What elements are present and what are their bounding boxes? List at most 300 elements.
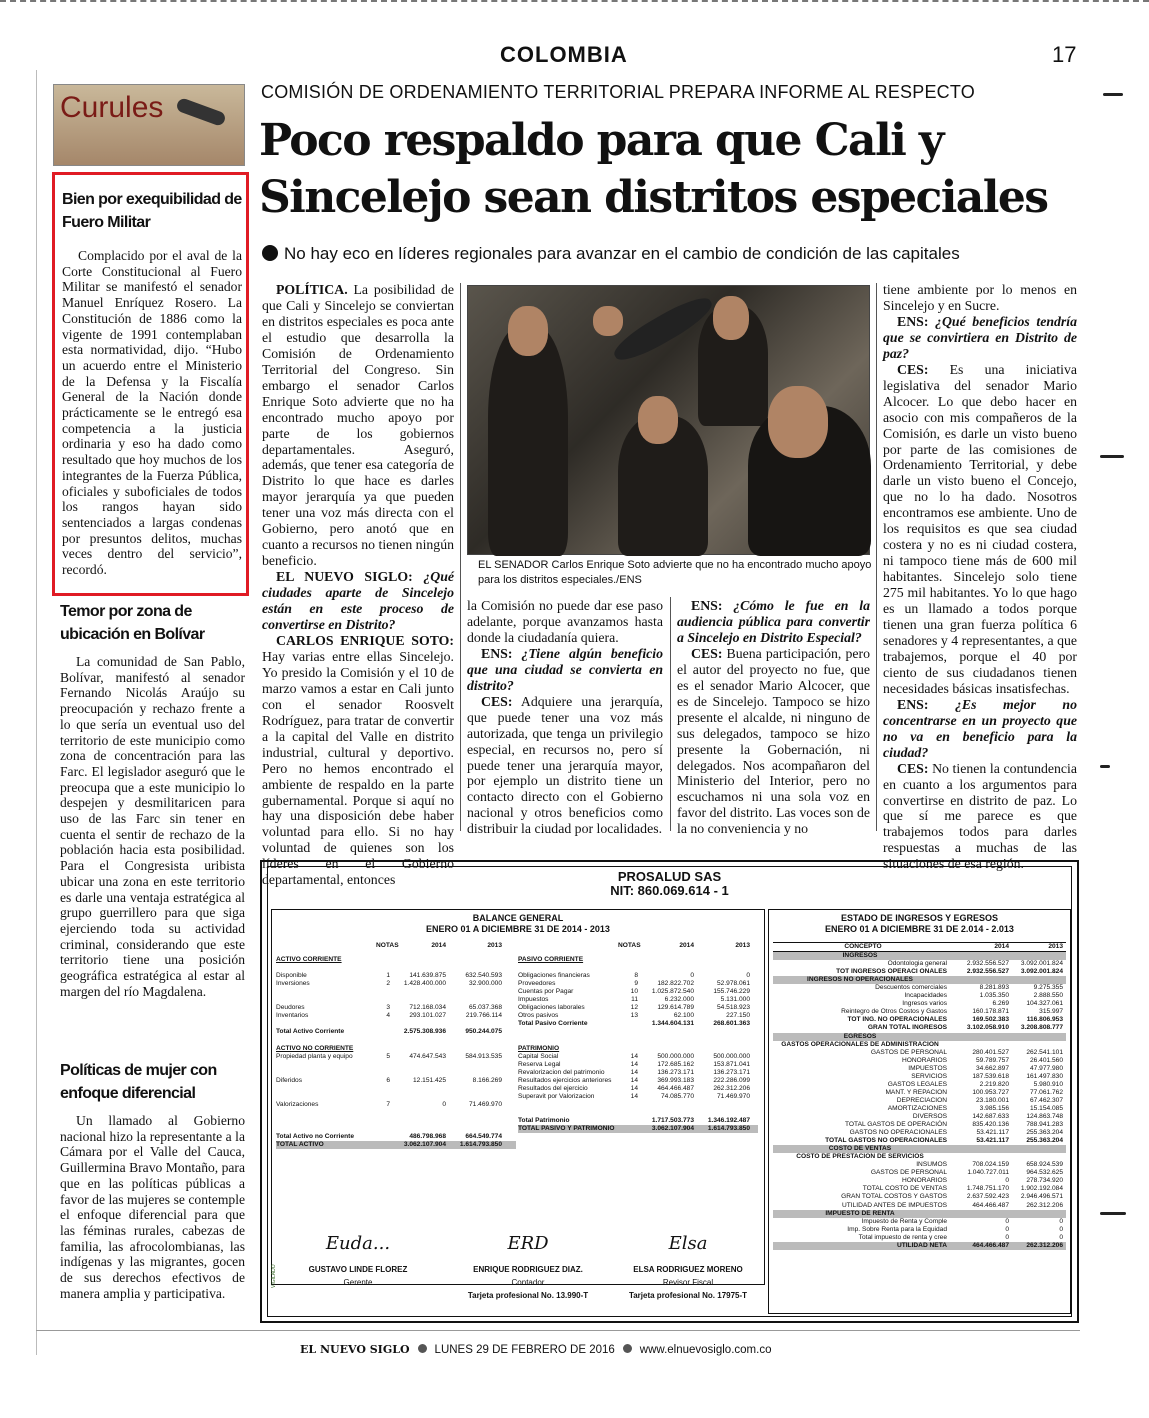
- row-value-2014: 1.035.350: [979, 992, 1009, 1000]
- article-column-1: [262, 282, 454, 888]
- row-value-2013: 71.469.970: [468, 1100, 502, 1108]
- row-value-2014: 500.000.000: [657, 1052, 694, 1060]
- table-row: [773, 1016, 1066, 1024]
- row-value-2014: 464.466.487: [972, 1201, 1009, 1209]
- row-value-2014: 59.789.757: [975, 1056, 1009, 1064]
- interviewer-label: ENS:: [897, 313, 929, 329]
- table-row: [276, 1133, 516, 1141]
- row-value-2014: [390, 1093, 446, 1101]
- row-label: COSTO DE VENTAS: [828, 1145, 892, 1153]
- row-label: [276, 1109, 376, 1117]
- row-value-2014: 293.101.027: [409, 1012, 446, 1020]
- column-rule: [876, 283, 877, 831]
- row-label: [518, 1037, 618, 1045]
- financial-statement-ad: [260, 860, 1079, 1323]
- row-value-2013: 8.166.269: [472, 1076, 502, 1084]
- row-value-2014: 0: [690, 972, 694, 980]
- answer: No tienen la contundencia en cuanto a los argumentos para convertirse en distrito de paz. Lo que sí me parece es que trabajemos todos para darles respuestas a muchas de las situaciones de esa región.: [883, 760, 1077, 872]
- row-label: Obligaciones laborales: [518, 1004, 585, 1012]
- row-value-2013: 65.037.368: [468, 1004, 502, 1012]
- row-value-2014: [953, 952, 1009, 960]
- row-note: 13: [630, 1012, 638, 1020]
- interviewer-label: ENS:: [481, 645, 513, 661]
- row-value-2014: 1.748.751.170: [966, 1185, 1009, 1193]
- row-value-2014: [390, 1069, 446, 1077]
- row-value-2013: 9.275.355: [1033, 984, 1063, 992]
- row-value-2014: 34.662.897: [975, 1064, 1009, 1072]
- row-value-2013: 71.469.970: [716, 1092, 750, 1100]
- row-value-2013: 227.150: [726, 1012, 750, 1020]
- row-value-2013: [446, 996, 502, 1004]
- lead-label: POLÍTICA.: [276, 282, 348, 297]
- row-label: Reserva Legal: [518, 1060, 561, 1068]
- row-value-2014: 2.219.820: [979, 1080, 1009, 1088]
- row-value-2014: 464.466.487: [972, 1241, 1009, 1249]
- row-value-2013: [694, 1109, 750, 1117]
- table-row: [518, 1109, 758, 1117]
- row-label: IMPUESTO DE RENTA: [825, 1209, 895, 1217]
- row-note: [618, 1101, 638, 1109]
- table-row: [773, 1097, 1066, 1105]
- row-note: [376, 1061, 390, 1069]
- answer: la Comisión no puede dar ese paso adelante, porque avanzamos hasta donde la ciudadanía quiera.: [467, 598, 663, 645]
- row-value-2014: 3.062.107.904: [651, 1125, 694, 1133]
- row-note: 11: [631, 996, 638, 1004]
- row-value-2014: [638, 956, 694, 964]
- row-label: IMPUESTOS: [908, 1064, 947, 1072]
- table-row: [773, 984, 1066, 992]
- row-label: Propiedad planta y equipo: [276, 1052, 353, 1060]
- row-value-2013: 3.092.001.824: [1020, 960, 1063, 968]
- table-row: [276, 964, 516, 972]
- row-label: Impuesto de Renta y Comple: [861, 1217, 947, 1225]
- table-row: [518, 1053, 758, 1061]
- question: ¿Qué beneficios tendría que se convirtiera en Distrito de paz?: [883, 313, 1077, 361]
- table-row: [276, 1028, 516, 1036]
- row-label: [276, 1037, 376, 1045]
- row-label: GASTOS OPERACIONALES DE ADMINISTRACION: [781, 1040, 939, 1048]
- paragraph: La posibilidad de que Cali y Sincelejo se conviertan en distritos especiales es poca ante el estudio que desarrolla la Comisión de Ordenamiento Territorial del Congreso. Sin embargo el senador Carlos Enrique Soto advierte que no ha encontrado mucho apoyo por parte de los gobiernos departamentales. Aseguró, además, que tener esa categoría de Distrito lo que hace es darles mayor jerarquía ya que pueden tener una voz más directa con el Gobierno, pero anotó que en cuanto a recursos no tienen ningún beneficio.: [262, 282, 454, 569]
- row-value-2014: 369.993.183: [657, 1076, 694, 1084]
- table-row: [773, 1145, 1066, 1153]
- row-value-2014: 169.502.383: [972, 1016, 1009, 1024]
- page-footer: [300, 1343, 771, 1356]
- row-value-2014: [390, 1045, 446, 1053]
- row-label: Incapacidades: [904, 992, 947, 1000]
- row-label: Obligaciones financieras: [518, 972, 590, 980]
- signature-gerente: Euda... GUSTAVO LINDE FLOREZ Gerente: [298, 1237, 418, 1289]
- row-note: 10: [630, 988, 638, 996]
- page-top-border: [0, 0, 1149, 3]
- row-value-2013: [694, 964, 750, 972]
- row-label: Resultados ejercicios anteriores: [518, 1076, 612, 1084]
- row-note: [618, 1117, 638, 1125]
- table-row: [518, 1125, 758, 1133]
- row-note: 14: [630, 1068, 638, 1076]
- table-row: [773, 992, 1066, 1000]
- row-label: TOTAL GASTOS DE OPERACIÓN: [845, 1121, 947, 1129]
- row-value-2013: 278.734.920: [1026, 1177, 1063, 1185]
- row-value-2013: [694, 956, 750, 964]
- row-value-2014: 62.100: [673, 1012, 694, 1020]
- row-value-2013: 219.766.114: [465, 1012, 502, 1020]
- table-row: [773, 1218, 1066, 1226]
- row-value-2013: [446, 956, 502, 964]
- liabilities-table: NOTAS 2014 2013 PASIVO CORRIENTE Obligaciones financieras 8 0 0 Proveedores 9 182.822.702 52.978.061 Cuentas por Pagar 10 1.025.872.540 155.746.229 Impuestos 11 6.232.000 5.131.000 Obligaciones laborales 12 129.614.789 54.518.923 Otros pasivos 13 62.100 227.150 Total Pasivo Corriente 1.344.604.131 268.601.363 PATRIMONIO Capital Social 14 500.000.000 500.000.000 Reserva Legal 14 172.685.162 153.871.041 Revalorizacion del patrimonio 14 136.273.171 136.273.171 Resultados ejercicios anteriores 14 369.993.183 222.286.099 Resultados del ejercicio 14 464.466.487 262.312.206 Superavit por Valorizacion 14 74.085.770 71.469.970 Total Patrimonio 1.717.503.773 1.346.192.487 TOTAL PASIVO Y PATRIMONIO 3.062.107.904 1.614.793.850: [518, 942, 758, 1133]
- row-value-2013: [694, 1101, 750, 1109]
- row-label: Cuentas por Pagar: [518, 988, 574, 996]
- row-value-2014: [390, 1020, 446, 1028]
- signature-scribble-icon: Elsa: [668, 1233, 708, 1254]
- bullet-icon: [262, 245, 278, 261]
- row-note: 4: [386, 1012, 390, 1020]
- row-value-2013: 3.092.001.824: [1020, 968, 1063, 976]
- row-value-2014: [390, 1085, 446, 1093]
- curules-label: Curules: [60, 91, 164, 124]
- interviewee-label: CES:: [481, 693, 513, 709]
- row-note: [618, 1125, 638, 1133]
- interviewer-label: ENS:: [691, 598, 723, 613]
- row-value-2013: 0: [1059, 1225, 1063, 1233]
- footer-website[interactable]: www.elnuevosiglo.com.co: [639, 1344, 772, 1356]
- table-row: [773, 1105, 1066, 1113]
- article-photo: [467, 285, 870, 555]
- row-value-2014: 1.717.503.773: [651, 1116, 694, 1124]
- vigilado-stamp: VIGILADO: [271, 1264, 277, 1289]
- row-value-2013: 116.806.953: [1026, 1016, 1063, 1024]
- fold-mark: [1100, 455, 1124, 458]
- table-row: [773, 1000, 1066, 1008]
- table-row: [276, 1141, 516, 1149]
- table-row: [773, 1057, 1066, 1065]
- row-label: UTILIDAD ANTES DE IMPUESTOS: [841, 1201, 947, 1209]
- table-row: [773, 1089, 1066, 1097]
- row-label: [518, 1028, 618, 1036]
- table-row: [773, 1049, 1066, 1057]
- table-row: [773, 1177, 1066, 1185]
- row-value-2013: 1.346.192.487: [707, 1116, 750, 1124]
- row-label: [276, 964, 376, 972]
- sidebar-item-bolivar: [60, 600, 245, 999]
- row-value-2013: [1009, 1210, 1063, 1218]
- left-margin-rule: [36, 70, 37, 1355]
- row-value-2014: [638, 1109, 694, 1117]
- row-note: 6: [386, 1076, 390, 1084]
- row-value-2013: [446, 1125, 502, 1133]
- table-row: [276, 972, 516, 980]
- article-column-2: [467, 598, 663, 837]
- row-value-2013: [1009, 952, 1063, 960]
- company-name: PROSALUD SAS: [617, 869, 722, 884]
- table-row: [518, 1061, 758, 1069]
- row-value-2013: 584.913.535: [465, 1052, 502, 1060]
- row-note: [376, 1085, 390, 1093]
- table-row: [518, 1077, 758, 1085]
- row-value-2013: 262.312.206: [1026, 1201, 1063, 1209]
- row-value-2013: [446, 1045, 502, 1053]
- table-row: [518, 996, 758, 1004]
- row-value-2013: 5.980.910: [1033, 1080, 1063, 1088]
- table-row: [773, 1210, 1066, 1218]
- row-label: TOT ING. NO OPERACIONALES: [847, 1016, 947, 1024]
- row-value-2013: 3.208.808.777: [1020, 1024, 1063, 1032]
- row-value-2014: 182.822.702: [657, 980, 694, 988]
- row-value-2013: 47.977.980: [1029, 1064, 1063, 1072]
- income-title: ESTADO DE INGRESOS Y EGRESOS: [840, 913, 999, 923]
- bullet-icon: [623, 1344, 632, 1353]
- row-value-2013: 1.614.793.850: [707, 1125, 750, 1133]
- section-title: COLOMBIA: [500, 42, 628, 67]
- row-value-2013: [446, 1061, 502, 1069]
- row-value-2013: 5.131.000: [720, 996, 750, 1004]
- table-row: [276, 1012, 516, 1020]
- row-value-2013: 32.900.000: [468, 980, 502, 988]
- row-note: [376, 1045, 390, 1053]
- row-note: [376, 1020, 390, 1028]
- row-value-2013: [446, 964, 502, 972]
- row-note: [376, 1125, 390, 1133]
- row-value-2013: [1009, 1145, 1063, 1153]
- table-row: [773, 1137, 1066, 1145]
- column-rule: [460, 283, 461, 831]
- article-column-4: [883, 282, 1077, 872]
- microphone-icon: [175, 97, 227, 127]
- row-label: TOTAL COSTO DE VENTAS: [862, 1185, 947, 1193]
- table-row: [276, 1093, 516, 1101]
- row-value-2013: 658.924.539: [1026, 1161, 1063, 1169]
- row-value-2014: 136.273.171: [657, 1068, 694, 1076]
- interviewee-label: CES:: [897, 361, 929, 377]
- table-row: [518, 1069, 758, 1077]
- row-value-2014: 2.575.308.936: [403, 1028, 446, 1036]
- row-note: 14: [630, 1084, 638, 1092]
- row-value-2013: [446, 1020, 502, 1028]
- row-value-2014: [390, 996, 446, 1004]
- row-value-2014: 142.687.633: [972, 1112, 1009, 1120]
- row-label: GRAN TOTAL INGRESOS: [867, 1024, 947, 1032]
- row-note: [376, 1117, 390, 1125]
- row-value-2013: 964.532.625: [1026, 1169, 1063, 1177]
- table-row: [276, 1117, 516, 1125]
- table-row: [518, 1020, 758, 1028]
- row-label: EGRESOS: [843, 1032, 877, 1040]
- row-value-2013: 632.540.593: [465, 972, 502, 980]
- row-value-2014: 53.421.117: [976, 1137, 1009, 1145]
- sidebar-item-body: Un llamado al Gobierno nacional hizo la representante a la Cámara por el Valle del Cauca, Guillermina Bravo Montaño, para que en las políticas públicas a favor de las mujeres se contemple el enfoque diferencial para que las féminas rurales, cabezas de familia, las afrocolombianas, las indígenas y las migrantes, gocen de sus derechos efectivos de manera amplia y participativa.: [60, 1113, 245, 1301]
- footer-date: LUNES 29 DE FEBRERO DE 2016: [434, 1344, 615, 1356]
- table-row: [773, 1073, 1066, 1081]
- row-value-2013: 136.273.171: [713, 1068, 750, 1076]
- row-label: Valorizaciones: [276, 1100, 319, 1108]
- row-label: [276, 988, 376, 996]
- row-value-2013: 500.000.000: [713, 1052, 750, 1060]
- row-value-2013: [446, 1069, 502, 1077]
- income-period: ENERO 01 A DICIEMBRE 31 DE 2.014 - 2.013: [825, 924, 1014, 934]
- row-note: 14: [630, 1076, 638, 1084]
- table-row: [518, 956, 758, 964]
- table-row: [518, 1028, 758, 1036]
- question: ¿Es mejor no concentrarse en un proyecto que no va en beneficio para la ciudad?: [883, 696, 1078, 760]
- row-value-2014: 1.025.872.540: [651, 988, 694, 996]
- balance-title: BALANCE GENERAL: [472, 913, 564, 923]
- row-label: GASTOS DE PERSONAL: [870, 1048, 947, 1056]
- row-label: GASTOS LEGALES: [887, 1080, 947, 1088]
- company-nit: NIT: 860.069.614 - 1: [610, 883, 729, 898]
- row-value-2013: 262.541.101: [1026, 1048, 1063, 1056]
- row-note: [618, 956, 638, 964]
- table-row: [773, 1242, 1066, 1250]
- row-label: Total Pasivo Corriente: [518, 1020, 588, 1028]
- row-note: [376, 956, 390, 964]
- table-row: [773, 1169, 1066, 1177]
- row-value-2013: 0: [1059, 1233, 1063, 1241]
- row-value-2014: 0: [1005, 1177, 1009, 1185]
- row-value-2014: 0: [442, 1100, 446, 1108]
- balance-period: ENERO 01 A DICIEMBRE 31 DE 2014 - 2013: [426, 924, 610, 934]
- table-row: [773, 976, 1066, 984]
- table-row: [276, 1020, 516, 1028]
- row-value-2013: [446, 1085, 502, 1093]
- row-value-2013: [446, 1093, 502, 1101]
- row-value-2014: [390, 956, 446, 964]
- row-value-2013: 77.061.762: [1029, 1088, 1063, 1096]
- row-value-2014: 100.953.727: [972, 1088, 1009, 1096]
- row-label: Total Activo no Corriente: [276, 1133, 355, 1141]
- row-label: Impuestos: [518, 996, 549, 1004]
- table-row: [773, 1041, 1066, 1049]
- row-label: Superavit por Valorizacion: [518, 1092, 595, 1100]
- row-value-2014: [390, 1061, 446, 1069]
- row-value-2014: 835.420.136: [972, 1121, 1009, 1129]
- row-value-2013: 262.312.206: [1026, 1241, 1063, 1249]
- row-value-2013: 155.746.229: [713, 988, 750, 996]
- row-value-2013: 124.863.748: [1026, 1112, 1063, 1120]
- row-note: [618, 1037, 638, 1045]
- row-value-2014: [638, 1028, 694, 1036]
- row-label: ACTIVO NO CORRIENTE: [276, 1044, 354, 1052]
- row-label: Deudores: [276, 1004, 305, 1012]
- row-note: 7: [386, 1100, 390, 1108]
- row-value-2013: 262.312.206: [713, 1084, 750, 1092]
- row-value-2014: 0: [1005, 1225, 1009, 1233]
- fold-mark: [1103, 93, 1123, 96]
- row-value-2014: 129.614.789: [657, 1004, 694, 1012]
- row-label: [276, 1093, 376, 1101]
- row-note: [376, 1133, 390, 1141]
- row-note: [376, 1069, 390, 1077]
- row-value-2013: 0: [1059, 1217, 1063, 1225]
- row-value-2013: [694, 1045, 750, 1053]
- table-row: [773, 1024, 1066, 1032]
- row-note: [618, 1028, 638, 1036]
- row-label: [276, 1117, 376, 1125]
- sidebar-item-title: Políticas de mujer con enfoque diferencial: [60, 1062, 217, 1102]
- row-value-2014: 464.466.487: [657, 1084, 694, 1092]
- signature-scribble-icon: ERD: [507, 1233, 549, 1254]
- table-row: [773, 1008, 1066, 1016]
- table-row: [773, 1193, 1066, 1201]
- table-row: [773, 1153, 1066, 1161]
- row-label: GASTOS NO OPERACIONALES: [849, 1129, 947, 1137]
- table-row: [276, 1101, 516, 1109]
- row-value-2014: 8.281.893: [979, 984, 1009, 992]
- sidebar-item-title: Bien por exequibilidad de Fuero Militar: [62, 191, 242, 231]
- row-value-2013: 15.154.085: [1029, 1104, 1063, 1112]
- row-value-2013: 153.871.041: [713, 1060, 750, 1068]
- row-value-2014: [953, 1145, 1009, 1153]
- row-label: HONORARIOS: [901, 1056, 947, 1064]
- row-label: INSUMOS: [916, 1161, 947, 1169]
- interviewer-label: ENS:: [897, 696, 929, 712]
- row-label: Reintegro de Otros Costos y Gastos: [841, 1008, 947, 1016]
- article-kicker: COMISIÓN DE ORDENAMIENTO TERRITORIAL PREPARA INFORME AL RESPECTO: [261, 82, 975, 102]
- row-note: 14: [630, 1052, 638, 1060]
- table-row: [773, 1113, 1066, 1121]
- row-label: [276, 1125, 376, 1133]
- table-row: [518, 1085, 758, 1093]
- row-note: [376, 1141, 390, 1149]
- row-value-2013: 788.941.283: [1026, 1121, 1063, 1129]
- row-label: PATRIMONIO: [518, 1044, 560, 1052]
- row-value-2014: 708.024.159: [972, 1161, 1009, 1169]
- row-value-2013: [1009, 1153, 1063, 1161]
- table-row: [276, 988, 516, 996]
- article-headline: Poco respaldo para que Cali y Sincelejo sean distritos especiales: [259, 115, 1048, 223]
- row-label: Ingresos varios: [902, 1000, 947, 1008]
- table-row: [518, 1045, 758, 1053]
- row-value-2014: 160.178.871: [972, 1008, 1009, 1016]
- row-label: [276, 1020, 376, 1028]
- article-deck: [262, 244, 960, 264]
- row-label: ACTIVO CORRIENTE: [276, 956, 342, 964]
- row-note: [376, 1037, 390, 1045]
- row-label: [518, 1109, 618, 1117]
- row-value-2013: [694, 1037, 750, 1045]
- article-column-3: [677, 598, 870, 837]
- table-row: [276, 996, 516, 1004]
- row-note: [376, 1093, 390, 1101]
- table-row: [276, 1053, 516, 1061]
- table-row: [276, 1077, 516, 1085]
- row-label: INGRESOS: [842, 952, 878, 960]
- table-row: [518, 964, 758, 972]
- row-note: [376, 1028, 390, 1036]
- row-value-2013: 161.497.830: [1026, 1072, 1063, 1080]
- row-value-2013: [446, 1117, 502, 1125]
- row-label: [518, 964, 618, 972]
- row-label: Disponible: [276, 972, 307, 980]
- row-value-2014: 0: [1005, 1233, 1009, 1241]
- row-label: Resultados del ejercicio: [518, 1084, 588, 1092]
- row-value-2014: 3.062.107.904: [403, 1141, 446, 1149]
- row-value-2014: 0: [1005, 1217, 1009, 1225]
- table-row: [518, 1037, 758, 1045]
- row-note: [376, 988, 390, 996]
- signature-scribble-icon: Euda...: [325, 1233, 391, 1254]
- income-table: CONCEPTO 2014 2013 INGRESOS Odontologia general 2.932.556.527 3.092.001.824 TOT INGRESOS OPERACI ONALES 2.932.556.527 3.092.001.824 INGRESOS NO OPERACIONALES Descuentos comerciales 8.281.893 9.275.355 Incapacidades 1.035.350 2.888.550 Ingresos varios 6.269 104.327.061 Reintegro de Otros Costos y Gastos 160.178.871 315.997 TOT ING. NO OPERACIONALES 169.502.383 116.806.953 GRAN TOTAL INGRESOS 3.102.058.910 3.208.808.777 EGRESOS GASTOS OPERACIONALES DE ADMINISTRACION GASTOS DE PERSONAL 280.401.527 262.541.101 HONORARIOS 59.789.757 26.401.560 IMPUESTOS 34.662.897 47.977.980 SERVICIOS 187.539.618 161.497.830 GASTOS LEGALES 2.219.820 5.980.910 MANT. Y REPACION 100.953.727 77.061.762 DEPRECIACION 23.180.001 67.462.307 AMORTIZACIONES 3.985.156 15.154.085 DIVERSOS 142.687.633 124.863.748 TOTAL GASTOS DE OPERACIÓN 835.420.136 788.941.283 GASTOS NO OPERACIONALES 53.421.117 255.363.204 TOTAL GASTOS NO OPERACIONALES 53.421.117 255.363.204 COSTO DE VENTAS COSTO DE PRESTACION DE SERVICIOS INSUMOS 708.024.159 658.924.539 GASTOS DE PERSONAL 1.040.727.011 964.532.625 HONORARIOS 0 278.734.920 TOTAL COSTO DE VENTAS 1.748.751.170 1.902.192.084 GRAN TOTAL COSTOS Y GASTOS 2.637.592.423 2.946.496.571 UTILIDAD ANTES DE IMPUESTOS 464.466.487 262.312.206 IMPUESTO DE RENTA Impuesto de Renta y Comple 0 0 Imp. Sobre Renta para la Equidad 0 0 Total impuesto de renta y cree 0 0 UTILIDAD NETA 464.466.487 262.312.206: [773, 942, 1066, 1250]
- fold-mark: [1100, 765, 1110, 768]
- row-value-2014: [390, 1117, 446, 1125]
- row-value-2014: 74.085.770: [660, 1092, 694, 1100]
- assets-table: NOTAS 2014 2013 ACTIVO CORRIENTE Disponible 1 141.639.875 632.540.593 Inversiones 2 1.428.400.000 32.900.000 Deudores 3 712.168.034 65.037.368 Inventarios 4 293.101.027 219.766.114 Total Activo Corriente 2.575.308.936 950.244.075 ACTIVO NO CORRIENTE Propiedad planta y equipo 5 474.647.543 584.913.535 Diferidos 6 12.151.425 8.166.269 Valorizaciones 7 0 71.469.970 Total Activo no Corriente 486.798.968 664.549.774 TOTAL ACTIVO 3.062.107.904 1.614.793.850: [276, 942, 516, 1149]
- sidebar-item-title: Temor por zona de ubicación en Bolívar: [60, 603, 205, 643]
- row-value-2013: 0: [746, 972, 750, 980]
- row-value-2013: 664.549.774: [465, 1133, 502, 1141]
- row-value-2014: 1.428.400.000: [403, 980, 446, 988]
- answer: Adquiere una jerarquía, que puede tener una voz más autorizada, que tenga un privilegio especial, en recursos no, pero sí puede tener una jerarquía mayor, por ejemplo un distrito tiene un contacto directo con el Gobierno nacional y otros beneficios como distribuir la ciudad por localidades.: [467, 693, 663, 837]
- row-label: TOTAL ACTIVO: [276, 1141, 324, 1149]
- answer: Buena participación, pero el autor del proyecto no fue, que es el senador Mario Alcocer, que es de Sincelejo. Tampoco se hizo presente el alcalde, ni ninguno de sus delegados, tampoco se hizo presente la Gobernación, ni delegados. Nos acompañaron del Ministerio del Interior, pero no escuchamos ni una sola voz en favor del distrito. Las voces son de la no conveniencia y no: [677, 645, 870, 837]
